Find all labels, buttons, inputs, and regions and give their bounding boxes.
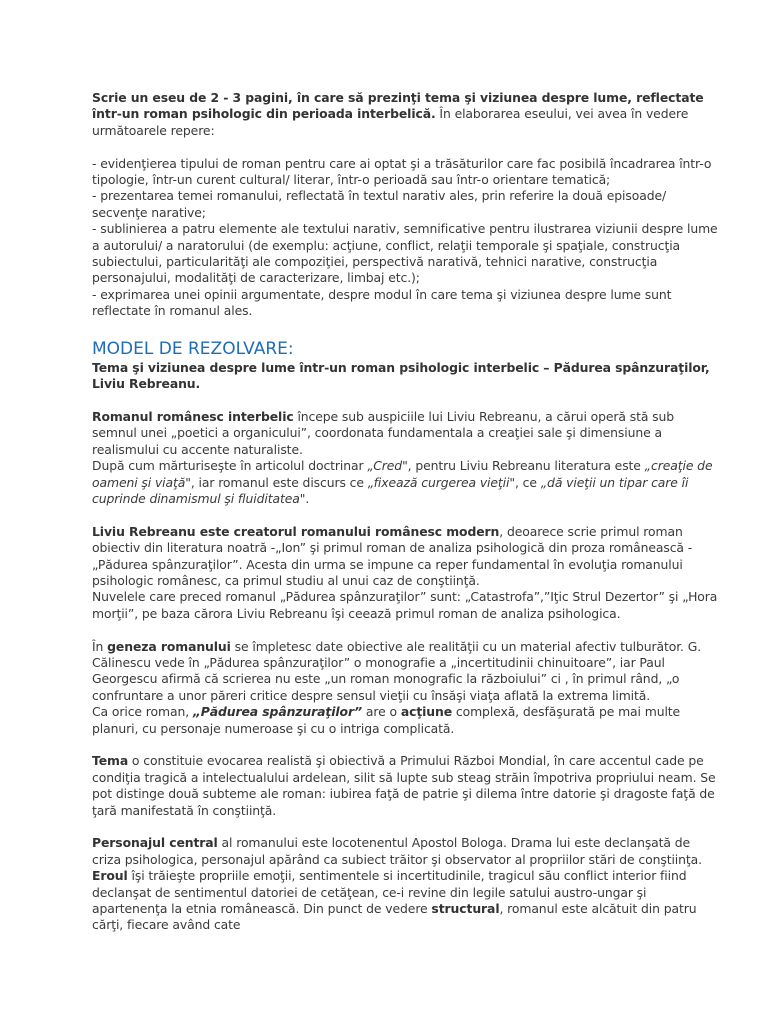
paragraph-geneza: În geneza romanului se împletesc date obiective ale realităţii cu un material afectiv tulburător. G. Călinescu vede în „Pădurea spânzuraţilor” o monografie a „incertitudinii chinuitoare”, iar Paul Georgescu afirmă că scrierea nu este „un roman monografic la războiului” ci , în primul rând, „o confruntare a unor păreri critice despre sensul vieţii cu însăşi viaţa aflată la extrema limită. (92, 638, 702, 703)
requirement-item: - sublinierea a patru elemente ale textului narativ, semnificative pentru ilustrarea viziunii despre lume a autorului/ a naratorului (de exemplu: acţiune, conflict, relaţii temporale şi spaţiale, construcţia subiectului, particularităţi ale compoziţiei, perspectivă narativă, tehnici narative, construcţia personajului, modalităţi de caracterizare, limbaj etc.); (92, 221, 718, 286)
prompt-rest: În elaborarea eseului, vei avea în vedere următoarele repere: (92, 106, 689, 138)
requirement-item: - evidenţierea tipului de roman pentru care ai optat şi a trăsăturilor care fac posibilă încadrarea într-o tipologie, într-un curent cultural/ literar, într-o perioadă sau într-o orientare tematică; (92, 155, 712, 188)
paragraph-interbellic: Romanul românesc interbelic începe sub auspiciile lui Liviu Rebreanu, a cărui operă stă sub semnul unei „poetici a organicului”, coordonata fundamentala a creaţiei sale şi dimensiune a realismului cu accente naturaliste. (92, 408, 675, 457)
paragraph-personaj: Personajul central al romanului este locotenentul Apostol Bologa. Drama lui este declanşată de criza psihologica, personajul apărând ca subiect trăitor şi observator al propriilor stări de conştiinţa. Eroul îşi trăieşte propriile emoţii, sentimentele si incertitudinile, tragicul său conflict interior fiind declanşat de sentimentul datoriei de cetăţean, ce-i revine din legile satului austro-ungar şi apartenenţa la etnia românească. Din punct de vedere structural, romanul este alcătuit din patru cărţi, fiecare având cate (92, 835, 702, 933)
model-heading: MODEL DE REZOLVARE: (92, 338, 294, 359)
essay-prompt (92, 90, 718, 139)
paragraph-creator: Liviu Rebreanu este creatorul romanului românesc modern, deoarece scrie primul roman obiectiv din literatura noatră -„Ion” şi primul roman de analiza psihologică din proza românească -„Pădurea spânzuraţilor”. Acesta din urma se impune ca reper fundamental în evoluţia romanului psihologic românesc, ca primul studiu al unui caz de conştiinţă. (92, 523, 693, 588)
document-body (92, 90, 718, 934)
paragraph-actiune: Ca orice roman, „Pădurea spânzuraţilor” are o acţiune complexă, desfăşurată pe mai multe planuri, cu personaje numeroase şi cu o intriga complicată. (92, 704, 681, 736)
paragraph-tema: Tema o constituie evocarea realistă şi obiectivă a Primului Război Mondial, în care accentul cade pe condiţia tragică a intelectualului ardelean, silit să lupte sub steag străin împotriva propriului neam. Se pot distinge două subteme ale roman: iubirea faţă de patrie şi dilema între datorie şi dragoste faţă de ţară manifestată în conştiinţă. (92, 753, 716, 818)
requirement-item: - prezentarea temei romanului, reflectată în textul narativ ales, prin referire la două episoade/ secvenţe narative; (92, 188, 667, 220)
prompt-bold: Scrie un eseu de 2 - 3 pagini, în care să prezinţi tema şi viziunea despre lume, reflectate într-un roman psihologic din perioada interbelică. (92, 90, 704, 122)
requirement-item: - exprimarea unei opinii argumentate, despre modul în care tema şi viziunea despre lume sunt (92, 286, 672, 302)
requirement-item: reflectate în romanul ales. (92, 303, 253, 319)
paragraph-nuvele: Nuvelele care preced romanul „Pădurea spânzuraţilor” sunt: „Catastrofa”,”Iţic Strul Dezertor” şi „Hora morţii”, pe baza cărora Liviu Rebreanu îşi ceează primul roman de analiza psihologica. (92, 589, 718, 621)
paragraph-cred: După cum mărturiseşte în articolul doctrinar „Cred", pentru Liviu Rebreanu literatura este „creaţie de oameni şi viaţă", iar romanul este discurs ce „fixează curgerea vieţii", ce „dă vieţii un tipar care îi cuprinde dinamismul şi fluiditatea". (92, 458, 713, 506)
essay-subtitle: Tema şi viziunea despre lume într-un roman psihologic interbelic – Pădurea spânzuraţilor, Liviu Rebreanu. (92, 359, 710, 392)
